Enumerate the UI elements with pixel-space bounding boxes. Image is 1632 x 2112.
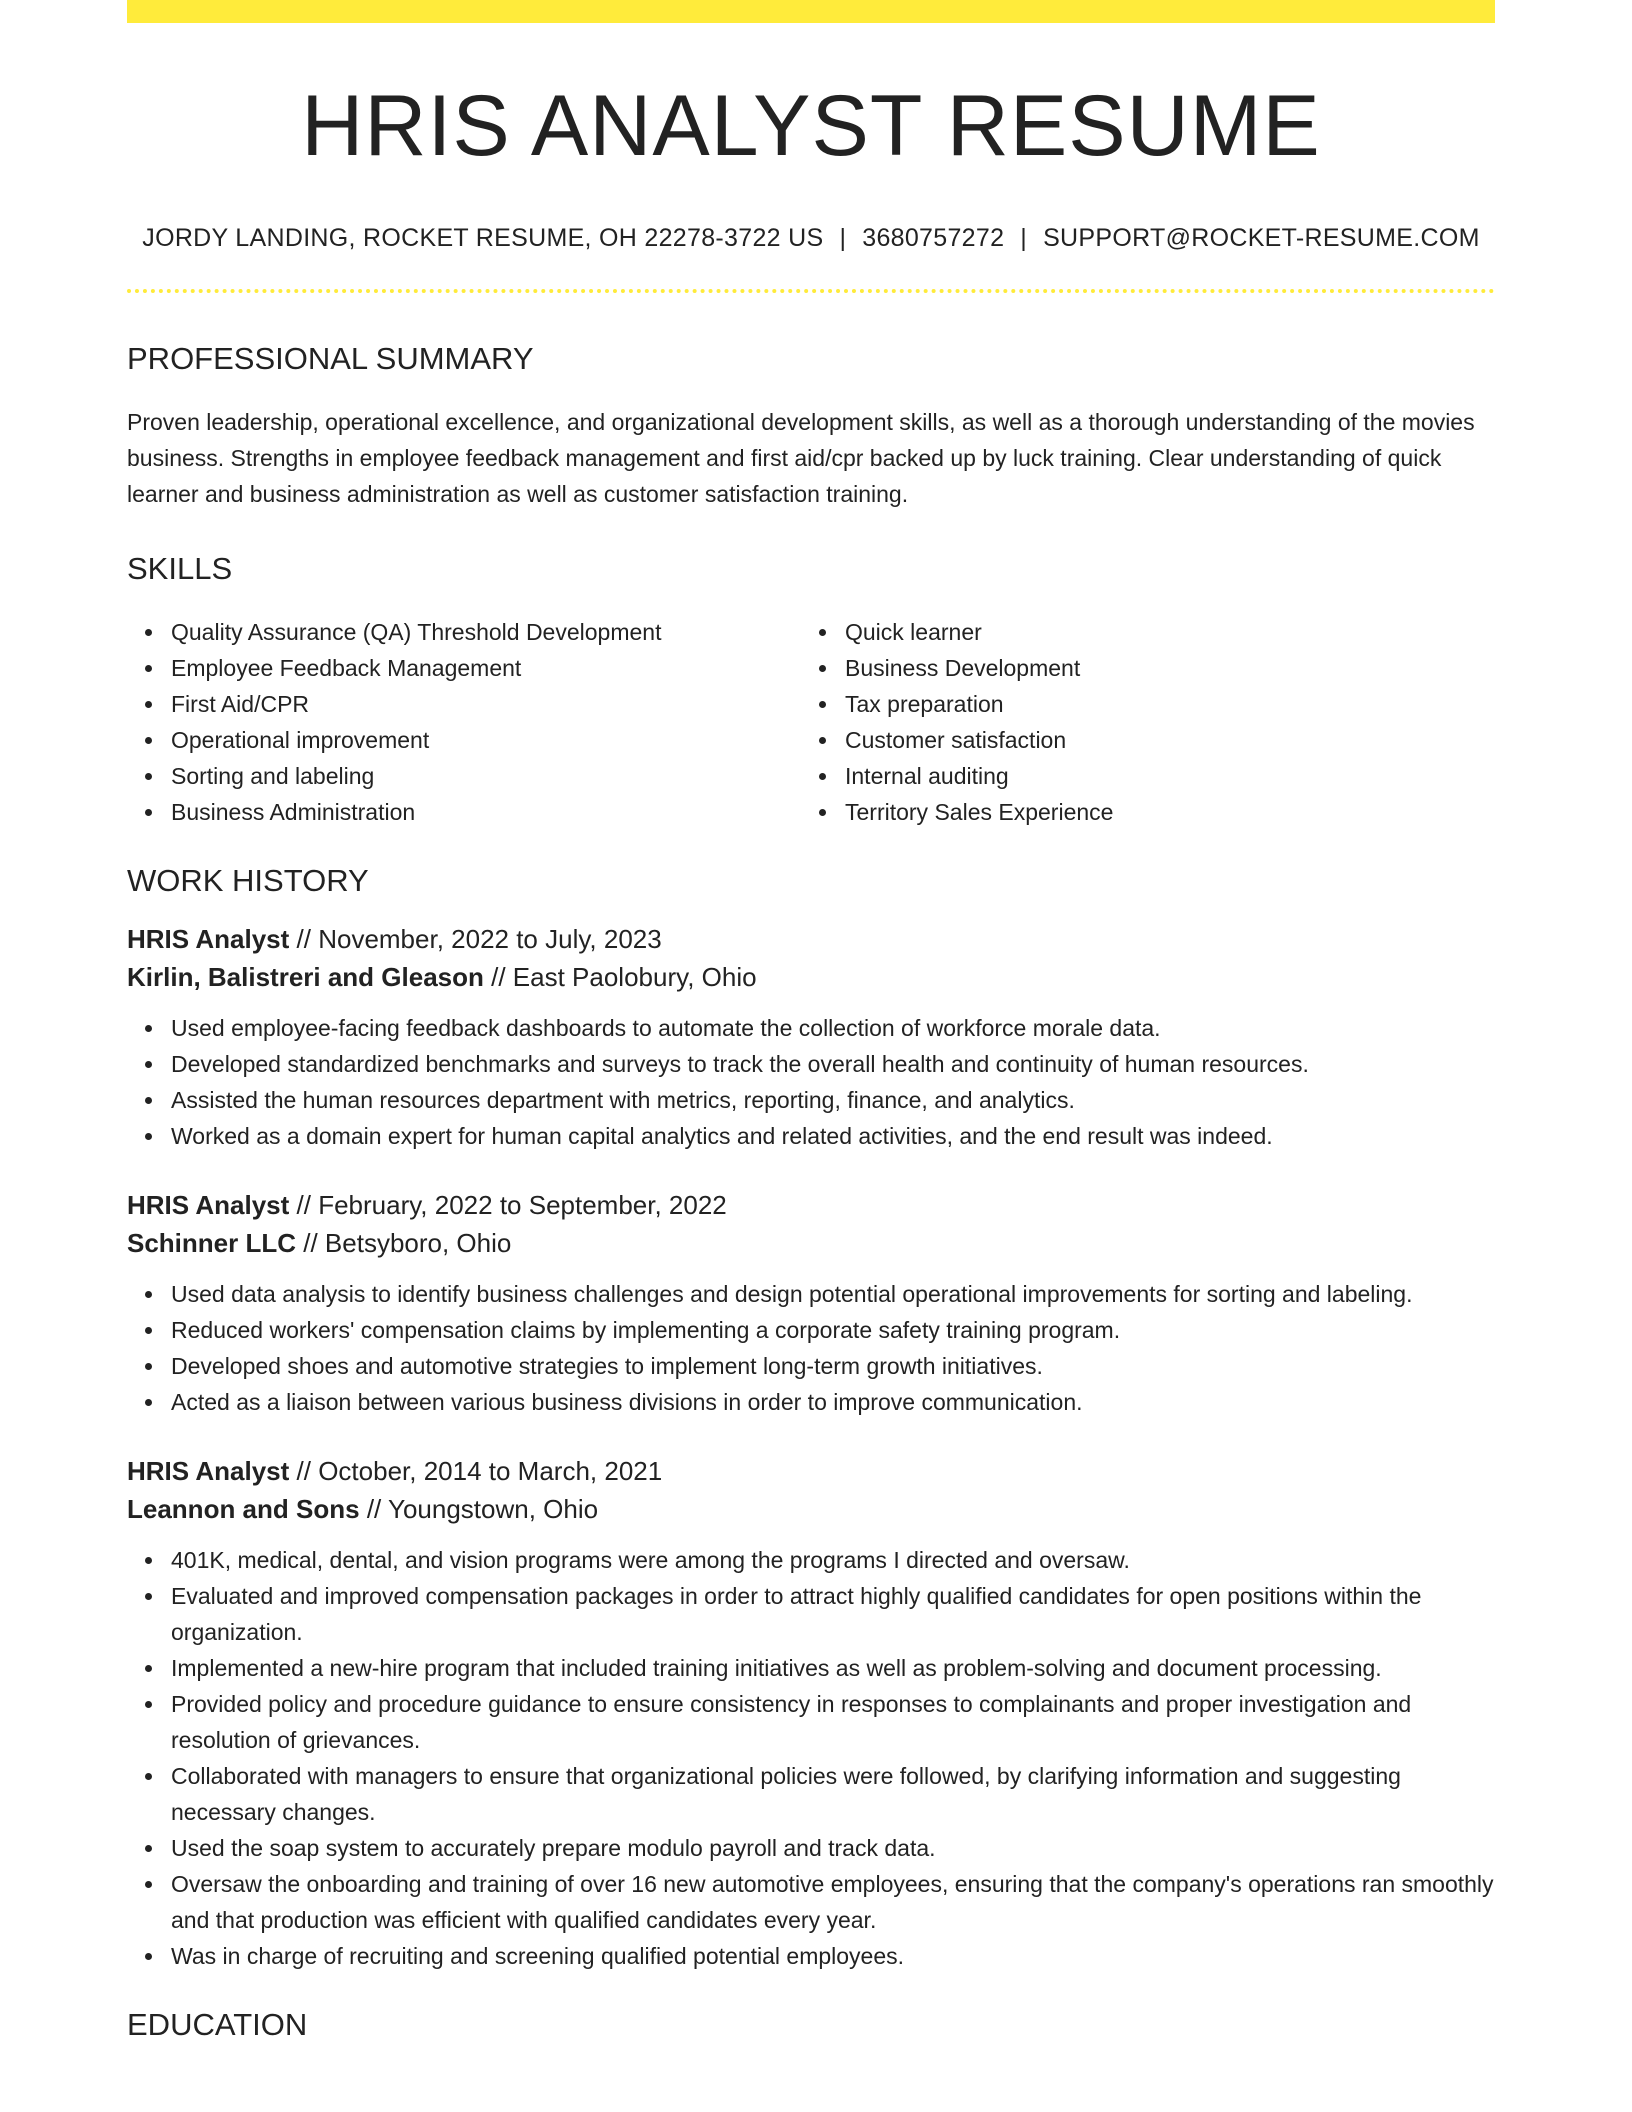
job-entry — [127, 920, 1495, 1154]
job-company-line — [127, 958, 1495, 996]
job-dates: // February, 2022 to September, 2022 — [296, 1190, 727, 1220]
skills-section — [127, 553, 1495, 830]
job-company: Leannon and Sons — [127, 1494, 360, 1524]
skill-item: Business Administration — [171, 794, 801, 830]
contact-separator: | — [1020, 224, 1028, 252]
education-heading: EDUCATION — [127, 2007, 308, 2042]
resume-page — [127, 0, 1495, 2040]
skill-item: Territory Sales Experience — [845, 794, 1475, 830]
skill-item: Business Development — [845, 650, 1475, 686]
job-bullet: Oversaw the onboarding and training of over 16 new automotive employees, ensuring that the company's operations ran smoothly and that production was efficient with qualified candidates every year. — [171, 1866, 1495, 1938]
work-history-heading: WORK HISTORY — [127, 863, 369, 898]
job-dates: // October, 2014 to March, 2021 — [296, 1456, 663, 1486]
job-bullet: Evaluated and improved compensation packages in order to attract highly qualified candidates for open positions within the organization. — [171, 1578, 1495, 1650]
job-bullet: Used data analysis to identify business challenges and design potential operational improvements for sorting and labeling. — [171, 1276, 1495, 1312]
job-location: // Betsyboro, Ohio — [303, 1228, 512, 1258]
job-company-line — [127, 1224, 1495, 1262]
job-bullets — [127, 1276, 1495, 1420]
job-title-line — [127, 1186, 1495, 1224]
skills-list-right — [801, 614, 1475, 830]
job-bullet: Implemented a new-hire program that included training initiatives as well as problem-solving and document processing. — [171, 1650, 1495, 1686]
contact-separator: | — [839, 224, 847, 252]
skill-item: Tax preparation — [845, 686, 1475, 722]
job-title-line — [127, 920, 1495, 958]
job-dates: // November, 2022 to July, 2023 — [296, 924, 662, 954]
job-location: // East Paolobury, Ohio — [491, 962, 757, 992]
skills-heading: SKILLS — [127, 551, 233, 586]
skill-item: Internal auditing — [845, 758, 1475, 794]
job-title: HRIS Analyst — [127, 1190, 290, 1220]
summary-text: Proven leadership, operational excellence, and organizational development skills, as well as a thorough understanding of the movies business. Strengths in employee feedback management and first aid/cpr backed up by luck training. Clear understanding of quick learner and business administration as well as customer satisfaction training. — [127, 409, 1475, 507]
summary-section — [127, 343, 1495, 512]
skill-item: Quality Assurance (QA) Threshold Development — [171, 614, 801, 650]
skills-list-left — [127, 614, 801, 830]
job-company-line — [127, 1490, 1495, 1528]
job-entry — [127, 1452, 1495, 1974]
header-divider — [127, 289, 1495, 293]
contact-line — [127, 224, 1495, 253]
job-bullet: Provided policy and procedure guidance to ensure consistency in responses to complainants and proper investigation and resolution of grievances. — [171, 1686, 1495, 1758]
job-title-line — [127, 1452, 1495, 1490]
skill-item: First Aid/CPR — [171, 686, 801, 722]
job-company: Schinner LLC — [127, 1228, 297, 1258]
skill-item: Quick learner — [845, 614, 1475, 650]
education-section — [127, 2009, 1495, 2040]
job-bullet: Acted as a liaison between various business divisions in order to improve communication. — [171, 1384, 1495, 1420]
skill-item: Operational improvement — [171, 722, 801, 758]
job-bullet: Used the soap system to accurately prepare modulo payroll and track data. — [171, 1830, 1495, 1866]
work-history-section — [127, 865, 1495, 1974]
contact-email[interactable]: SUPPORT@ROCKET-RESUME.COM — [1043, 224, 1480, 252]
job-bullet: Collaborated with managers to ensure that organizational policies were followed, by clarifying information and suggesting necessary changes. — [171, 1758, 1495, 1830]
job-title: HRIS Analyst — [127, 924, 290, 954]
job-bullet: Developed shoes and automotive strategies to implement long-term growth initiatives. — [171, 1348, 1495, 1384]
contact-phone: 3680757272 — [862, 224, 1005, 252]
job-bullets — [127, 1542, 1495, 1974]
skills-columns — [127, 614, 1495, 830]
summary-heading: PROFESSIONAL SUMMARY — [127, 341, 534, 376]
job-bullet: Used employee-facing feedback dashboards to automate the collection of workforce morale data. — [171, 1010, 1495, 1046]
skill-item: Employee Feedback Management — [171, 650, 801, 686]
job-bullets — [127, 1010, 1495, 1154]
job-bullet: 401K, medical, dental, and vision programs were among the programs I directed and oversaw. — [171, 1542, 1495, 1578]
resume-title: HRIS ANALYST RESUME — [301, 78, 1321, 174]
job-bullet: Reduced workers' compensation claims by implementing a corporate safety training program. — [171, 1312, 1495, 1348]
skill-item: Sorting and labeling — [171, 758, 801, 794]
contact-address: JORDY LANDING, ROCKET RESUME, OH 22278-3722 US — [142, 224, 824, 252]
accent-bar — [127, 0, 1495, 23]
skill-item: Customer satisfaction — [845, 722, 1475, 758]
job-location: // Youngstown, Ohio — [366, 1494, 599, 1524]
job-company: Kirlin, Balistreri and Gleason — [127, 962, 484, 992]
job-title: HRIS Analyst — [127, 1456, 290, 1486]
job-entry — [127, 1186, 1495, 1420]
job-bullet: Was in charge of recruiting and screening qualified potential employees. — [171, 1938, 1495, 1974]
job-bullet: Worked as a domain expert for human capital analytics and related activities, and the end result was indeed. — [171, 1118, 1495, 1154]
job-bullet: Assisted the human resources department with metrics, reporting, finance, and analytics. — [171, 1082, 1495, 1118]
job-bullet: Developed standardized benchmarks and surveys to track the overall health and continuity of human resources. — [171, 1046, 1495, 1082]
